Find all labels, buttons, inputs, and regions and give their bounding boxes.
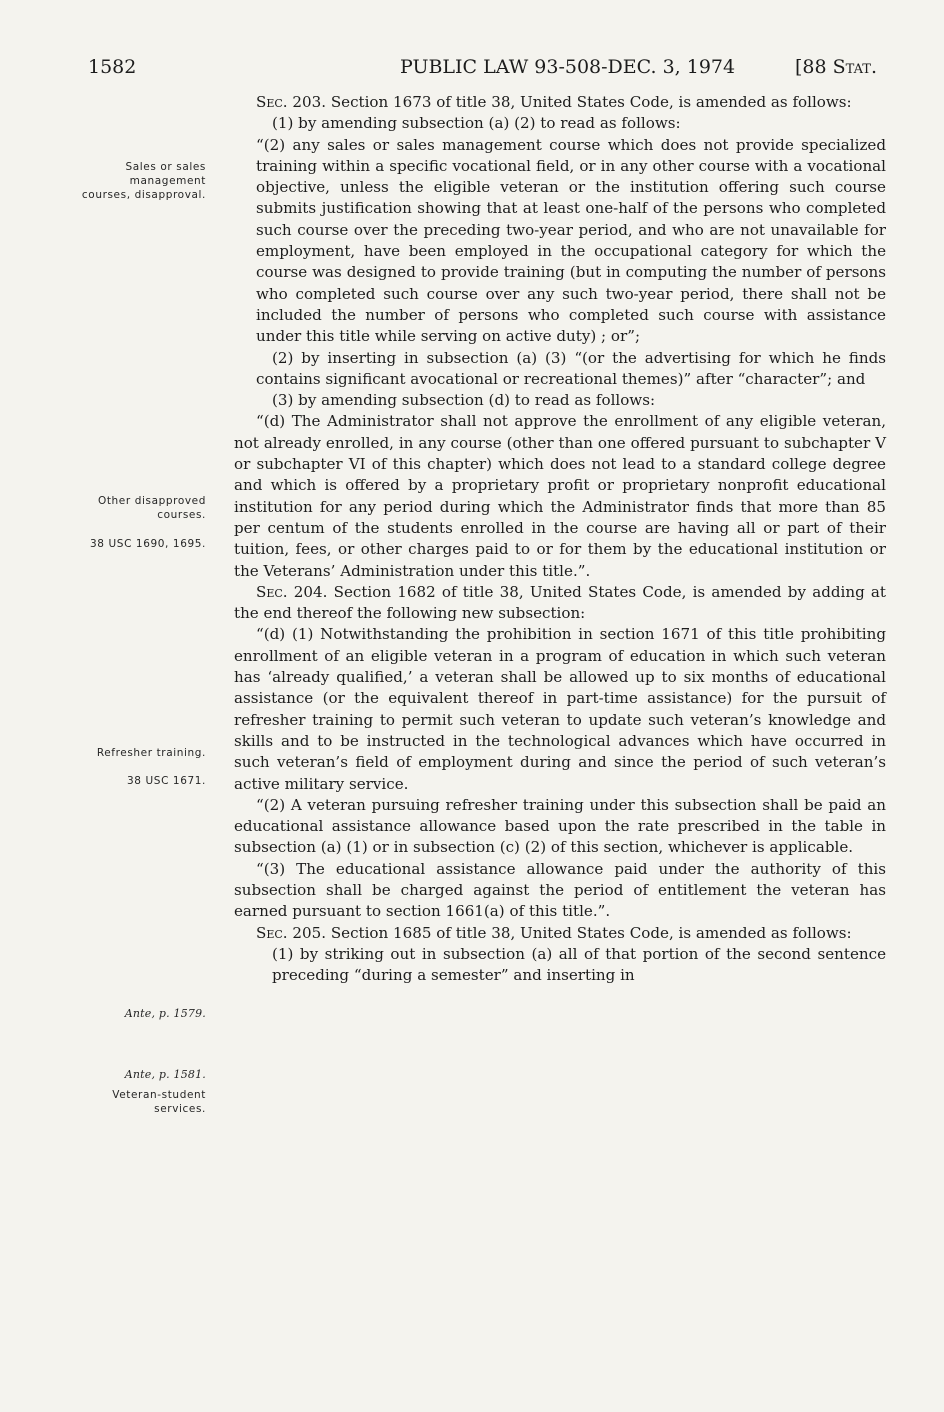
sec-204-intro (234, 582, 886, 625)
statute-reference: [88 Stat. (795, 56, 877, 78)
sec-203-quote-d: “(d) The Administrator shall not approve the enrollment of any eligible veteran, not already enrolled, in any course (other than one offered pursuant to subchapter V or subchapter VI of this chapter) which does not lead to a standard college degree and which is offered by a proprietary profit or proprietary nonprofit educational institution for any period during which the Administrator finds that more than 85 per centum of the students enrolled in the course are having all or part of their tuition, fees, or other charges paid to or for them by the educational institution or the Veterans’ Administration under this title.”. (234, 412, 886, 580)
margin-note-usc-1690: 38 USC 1690, 1695. (90, 538, 206, 550)
sec-205-intro (234, 923, 886, 944)
sec-203-paragraph-3: (3) by amending subsection (d) to read as follows: (272, 391, 656, 410)
sec-203-paragraph-2: (2) by inserting in subsection (a) (3) “(or the advertising for which he finds contains significant avocational or recreational themes)” after “character”; and (256, 348, 886, 388)
margin-note-usc-1671: 38 USC 1671. (127, 775, 206, 787)
page-header (88, 56, 880, 86)
margin-note-veteran-student: Veteran-student services. (112, 1089, 206, 1115)
sec-203-paragraph-1: (1) by amending subsection (a) (2) to read as follows: (272, 114, 681, 133)
sec-204-subsection-d1: “(d) (1) Notwithstanding the prohibition in section 1671 of this title prohibiting enrollment of an eligible veteran in a program of education in which such veteran has ‘already qualified,’ a veteran shall be allowed up to six months of educational assistance (or the equivalent thereof in part-time assistance) for the pursuit of refresher training to permit such veteran to update such veteran’s knowledge and skills and to be instructed in the technological advances which have occurred in such veteran’s field of employment during and since the period of such veteran’s active military service. (234, 625, 886, 793)
sec-203-intro (234, 92, 886, 113)
ante-1579-text: Ante, p. 1579. (124, 1007, 206, 1020)
page-number: 1582 (88, 56, 137, 78)
sec-204-label: Sec. 204. (256, 582, 328, 601)
sec-204-intro-text: Section 1682 of title 38, United States Code, is amended by adding at the end thereof the following new subsection: (234, 582, 886, 623)
running-title: PUBLIC LAW 93-508-DEC. 3, 1974 (400, 56, 736, 78)
sec-204-subsection-d2: “(2) A veteran pursuing refresher training under this subsection shall be paid an educational assistance allowance based upon the rate prescribed in the table in subsection (a) (1) or in subsection (c) (2) of this section, whichever is applicable. (234, 795, 886, 857)
margin-note-other-disapproved: Other disapproved courses. (97, 495, 206, 521)
sec-205-paragraph-1: (1) by striking out in subsection (a) all of that portion of the second sentence preceding “during a semester” and inserting in (272, 944, 886, 985)
sec-205-intro-text: Section 1685 of title 38, United States Code, is amended as follows: (330, 923, 852, 942)
margin-note-ante-1579 (80, 1007, 206, 1021)
margin-note-refresher: Refresher training. (96, 747, 206, 759)
sec-204-subsection-d3: “(3) The educational assistance allowance paid under the authority of this subsection shall be charged against the period of entitlement the veteran has earned pursuant to section 1661(a) of this title.”. (234, 859, 886, 921)
sec-203-label: Sec. 203. (256, 93, 326, 111)
sec-205-label: Sec. 205. (256, 923, 326, 942)
margin-note-ante-1581 (80, 1068, 206, 1082)
sec-203-intro-text: Section 1673 of title 38, United States Code, is amended as follows: (330, 93, 852, 111)
sec-203-quote-2: “(2) any sales or sales management course which does not provide specialized training within a specific vocational field, or in any other course with a vocational objective, unless the eligible veteran or the institution offering such course submits justification showing that at least one-half of the persons who completed such course over the preceding two-year period, and who are not unavailable for employment, have been employed in the occupational category for which the course was designed to provide training (but in computing the number of persons who completed such course over any such two-year period, there shall not be included the number of persons who completed such course with assistance under this title while serving on active duty) ; or”; (256, 135, 886, 346)
ante-1581-text: Ante, p. 1581. (124, 1068, 206, 1081)
margin-note-sales: Sales or sales management courses, disapproval. (81, 161, 206, 201)
body-text (234, 92, 886, 986)
